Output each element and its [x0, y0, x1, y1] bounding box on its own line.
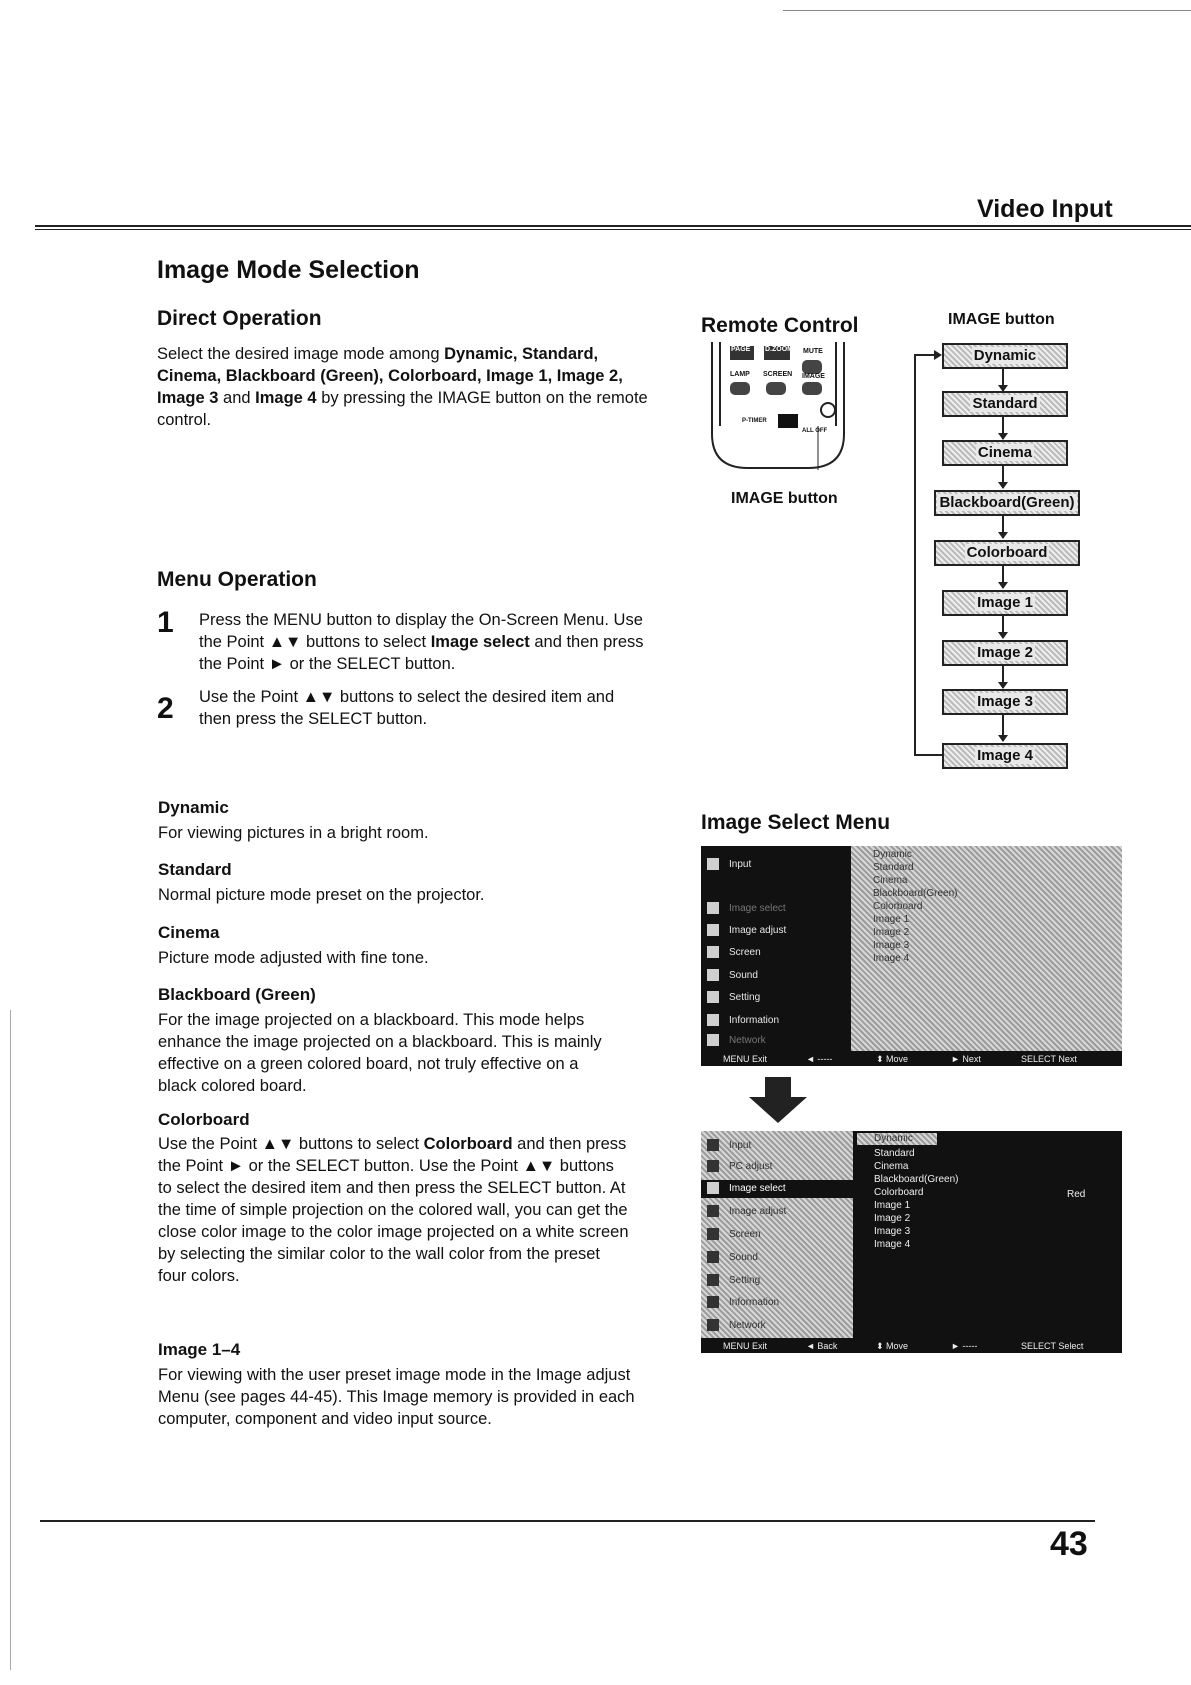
menu-operation-heading: Menu Operation	[157, 568, 317, 591]
pc-adjust-icon	[707, 1160, 719, 1172]
menu2-item-information[interactable]: Information	[707, 1294, 779, 1312]
remote-label-mute: MUTE	[803, 348, 823, 355]
flow-loop-line-bottom	[914, 754, 942, 756]
flow-arrow-6	[1002, 616, 1004, 638]
menu2-right-image1[interactable]: Image 1	[874, 1200, 911, 1211]
remote-label-alloff: ALL OFF	[802, 428, 828, 434]
flow-item-standard: Standard	[942, 391, 1068, 417]
mode-blackboard-desc: For the image projected on a blackboard. This mode helps enhance the image projected on a blackboard. This is mainly effective on a green colored board, not truly effective on a black colored board.	[158, 1011, 602, 1095]
menu1-status-move: ⬍ Move	[876, 1054, 909, 1064]
menu1-right-cinema[interactable]: Cinema	[873, 875, 908, 886]
menu2-status-exit: MENU Exit	[723, 1341, 768, 1351]
menu1-item-image-adjust[interactable]: Image adjust	[707, 922, 786, 940]
menu2-right-colorboard[interactable]: Colorboard	[874, 1187, 924, 1198]
remote-control-heading: Remote Control	[701, 314, 859, 337]
remote-control-graphic	[708, 342, 848, 470]
flow-arrow-2	[1002, 417, 1004, 439]
flow-item-blackboard: Blackboard(Green)	[934, 490, 1080, 516]
flow-arrow-7	[1002, 666, 1004, 688]
menu2-item-image-select[interactable]: Image select	[707, 1180, 786, 1198]
menu2-status-back: ◄ Back	[806, 1341, 838, 1351]
step-1-text: Press the MENU button to display the On-Screen Menu. Use the Point ▲▼ buttons to select Image select and then press the Point ► or the SELECT button.	[199, 611, 644, 673]
menu2-status-next: ► -----	[951, 1341, 978, 1351]
setting-icon	[707, 1274, 719, 1286]
direct-operation-text: Select the desired image mode among Dynamic, Standard, Cinema, Blackboard (Green), Colorboard, Image 1, Image 2, Image 3 and Image 4 by pressing the IMAGE button on the remote control.	[157, 345, 648, 429]
remote-label-screen: SCREEN	[763, 371, 793, 378]
step-1-number: 1	[157, 606, 174, 639]
flow-item-image3: Image 3	[942, 689, 1068, 715]
menu2-item-image-adjust[interactable]: Image adjust	[707, 1203, 786, 1221]
section-title: Video Input	[977, 195, 1113, 223]
menu2-item-screen[interactable]: Screen	[707, 1226, 761, 1244]
menu2-status-bar	[701, 1339, 1122, 1353]
flow-loop-arrowhead	[934, 350, 942, 360]
remote-label-image: IMAGE	[802, 373, 825, 380]
direct-operation-heading: Direct Operation	[157, 307, 322, 330]
menu1-item-setting[interactable]: Setting	[707, 989, 760, 1007]
flow-arrow-3	[1002, 466, 1004, 488]
menu1-right-colorboard[interactable]: Colorboard	[873, 901, 923, 912]
remote-label-lamp: LAMP	[730, 371, 750, 378]
menu1-status-back: ◄ -----	[806, 1054, 833, 1064]
flow-loop-line-vertical	[914, 354, 916, 756]
sound-icon	[707, 1251, 719, 1263]
menu1-right-image3[interactable]: Image 3	[873, 940, 910, 951]
mode-dynamic-desc: For viewing pictures in a bright room.	[158, 824, 429, 842]
mode-standard-term: Standard	[158, 860, 232, 879]
flow-arrow-1	[1002, 369, 1004, 391]
flow-item-image2: Image 2	[942, 640, 1068, 666]
input-icon	[707, 1139, 719, 1151]
remote-label-dzoom: D.ZOOM	[765, 346, 793, 353]
menu-screenshot-1	[701, 846, 1122, 1066]
header-rule-thin	[783, 10, 1191, 11]
flow-caption: IMAGE button	[948, 311, 1055, 328]
flow-arrow-4	[1002, 516, 1004, 538]
remote-label-page: PAGE	[731, 346, 751, 353]
flow-item-cinema: Cinema	[942, 440, 1068, 466]
menu1-status-next: ► Next	[951, 1054, 981, 1064]
mode-cinema-term: Cinema	[158, 923, 220, 942]
menu1-status-bar	[701, 1052, 1122, 1066]
image-adjust-icon	[707, 1205, 719, 1217]
menu1-right-image1[interactable]: Image 1	[873, 914, 910, 925]
information-icon	[707, 1296, 719, 1308]
mode-blackboard-term: Blackboard (Green)	[158, 985, 316, 1004]
network-icon	[707, 1319, 719, 1331]
mode-standard-desc: Normal picture mode preset on the projector.	[158, 886, 485, 904]
mode-image14-term: Image 1–4	[158, 1340, 241, 1359]
menu2-right-image2[interactable]: Image 2	[874, 1213, 911, 1224]
page-number: 43	[1050, 1525, 1088, 1563]
menu1-item-image-select[interactable]: Image select	[707, 900, 786, 918]
input-icon	[707, 858, 719, 870]
flow-item-colorboard: Colorboard	[934, 540, 1080, 566]
menu1-item-information[interactable]: Information	[707, 1012, 779, 1030]
menu2-item-input[interactable]: Input	[707, 1137, 751, 1155]
menu2-item-setting[interactable]: Setting	[707, 1272, 760, 1290]
header-rule-lower	[35, 229, 1191, 230]
menu2-status-move: ⬍ Move	[876, 1341, 909, 1351]
menu-transition-arrow-icon	[749, 1077, 807, 1123]
remote-image-button-caption: IMAGE button	[731, 490, 838, 507]
flow-item-image4: Image 4	[942, 743, 1068, 769]
menu2-right-blackboard[interactable]: Blackboard(Green)	[874, 1174, 959, 1185]
menu-screenshot-2	[701, 1131, 1122, 1353]
menu1-right-image2[interactable]: Image 2	[873, 927, 910, 938]
remote-control-illustration	[708, 342, 848, 470]
remote-label-ptimer: P-TIMER	[742, 418, 767, 424]
menu1-status-select: SELECT Next	[1021, 1054, 1077, 1064]
screen-icon	[707, 946, 719, 958]
menu1-right-image4[interactable]: Image 4	[873, 953, 910, 964]
step-2-text: Use the Point ▲▼ buttons to select the desired item and then press the SELECT button.	[199, 688, 615, 728]
menu2-right-image4[interactable]: Image 4	[874, 1239, 911, 1250]
menu2-item-network[interactable]: Network	[707, 1317, 766, 1335]
menu1-item-input[interactable]: Input	[707, 856, 751, 874]
left-margin-line	[10, 1010, 11, 1670]
network-icon	[707, 1034, 719, 1046]
screen-icon	[707, 1228, 719, 1240]
menu2-right-cinema[interactable]: Cinema	[874, 1161, 909, 1172]
menu2-right-dynamic[interactable]: Dynamic	[874, 1133, 913, 1144]
menu1-right-blackboard[interactable]: Blackboard(Green)	[873, 888, 958, 899]
menu1-right-standard[interactable]: Standard	[873, 862, 914, 873]
header-rule	[35, 225, 1191, 227]
step-2-number: 2	[157, 692, 174, 725]
menu1-item-sound[interactable]: Sound	[707, 967, 758, 985]
setting-icon	[707, 991, 719, 1003]
flow-arrow-8	[1002, 715, 1004, 741]
menu2-item-pc-adjust[interactable]: PC adjust	[707, 1158, 772, 1176]
image-adjust-icon	[707, 924, 719, 936]
image-select-icon	[707, 1182, 719, 1194]
mode-colorboard-term: Colorboard	[158, 1110, 250, 1129]
image-select-menu-heading: Image Select Menu	[701, 811, 891, 834]
menu1-right-dynamic[interactable]: Dynamic	[873, 849, 912, 860]
flow-item-image1: Image 1	[942, 590, 1068, 616]
mode-colorboard-desc: Use the Point ▲▼ buttons to select Colorboard and then press the Point ► or the SELECT button. Use the Point ▲▼ buttons to select the desired item and then press the SELECT button. At the time of simple projection on the colored wall, you can get the close color image to the color image projected on a white screen by selecting the similar color to the wall color from the preset four colors.	[158, 1135, 629, 1285]
flow-arrow-5	[1002, 566, 1004, 588]
information-icon	[707, 1014, 719, 1026]
page-title: Image Mode Selection	[157, 256, 420, 284]
menu2-right-standard[interactable]: Standard	[874, 1148, 915, 1159]
menu2-right-image3[interactable]: Image 3	[874, 1226, 911, 1237]
menu2-status-select: SELECT Select	[1021, 1341, 1084, 1351]
footer-rule	[40, 1520, 1095, 1522]
mode-image14-desc: For viewing with the user preset image mode in the Image adjust Menu (see pages 44-45). This Image memory is provided in each computer, component and video input source.	[158, 1366, 635, 1428]
mode-cinema-desc: Picture mode adjusted with fine tone.	[158, 949, 429, 967]
menu1-status-exit: MENU Exit	[723, 1054, 768, 1064]
sound-icon	[707, 969, 719, 981]
menu1-item-network[interactable]: Network	[707, 1032, 766, 1050]
mode-dynamic-term: Dynamic	[158, 798, 229, 817]
image-select-icon	[707, 902, 719, 914]
menu2-item-sound[interactable]: Sound	[707, 1249, 758, 1267]
menu2-colorboard-value: Red	[1067, 1189, 1086, 1200]
menu1-item-screen[interactable]: Screen	[707, 944, 761, 962]
flow-item-dynamic: Dynamic	[942, 343, 1068, 369]
down-arrow-icon	[749, 1077, 807, 1123]
